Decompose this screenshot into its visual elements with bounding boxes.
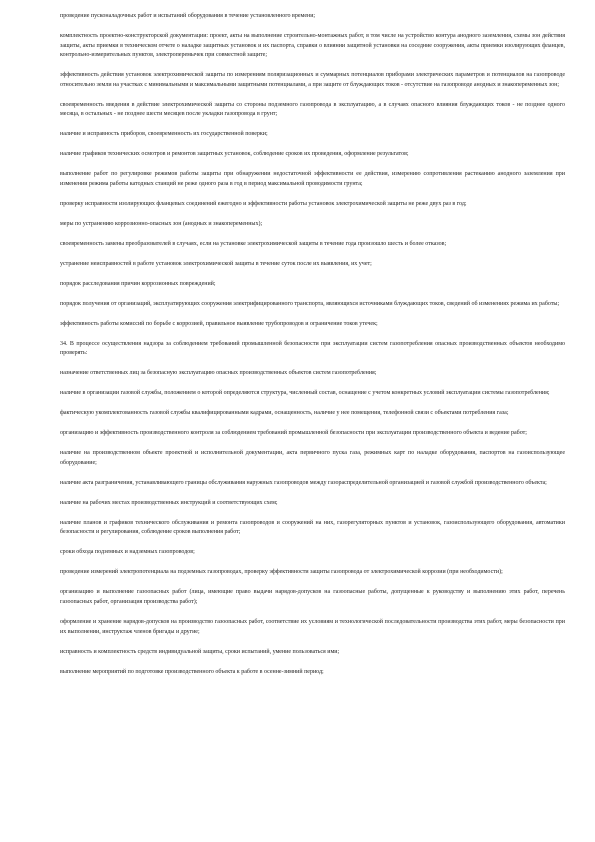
paragraph: устранение неисправностей в работе установок электрохимической защиты в течение суток после их выявления, их учет; (60, 260, 372, 267)
paragraph: проверку исправности изолирующих фланцевых соединений ежегодно и эффективности работы установок электрохимической защиты не реже двух раз в год; (60, 200, 467, 207)
paragraph: проведение пусконаладочных работ и испытаний оборудования в течение установленного времени; (60, 13, 316, 19)
paragraph: своевременность введения в действие электрохимической защиты со стороны подземного газопровода в эксплуатацию, а в случаях опасного влияния блуждающих токов - не позднее одного месяца, в остальных - не позднее шести месяцев после укладки газопровода в грунт; (60, 101, 565, 118)
paragraph: организацию и выполнение газоопасных работ (лица, имеющие право выдачи нарядов-допусков на газоопасные работы, допущенные к руководству и выполнению этих работ, перечень газоопасных работ, организация производства работ); (60, 589, 565, 605)
paragraph: комплектность проектно-конструкторской документации: проект, акты на выполнение строительно-монтажных работ, в том числе на устройство контура анодного заземления, схемы зон действия защиты, акты приемки в техническом отчете о наладке защитных установок и их паспорта, справки о влиянии защитной установки на соседние сооружения, акты приемки изолирующих фланцев, контрольно-измерительных пунктов, электроперемычек при совместной защите; (60, 32, 565, 59)
paragraph: наличие и исправность приборов, своевременность их государственной поверки; (60, 131, 268, 138)
section-heading-paragraph: 34. В процессе осуществления надзора за соблюдением требований промышленной безопасности при эксплуатации систем газопотребления опасных производственных объектов необходимо проверять: (60, 340, 565, 357)
paragraph: эффективность действия установок электрохимической защиты по измерениям поляризационных и суммарных потенциалов приборами электрических параметров и потенциалов на газопроводе относительно земли на участках с минимальными и максимальными защитными потенциалами, а при защите от блуждающих токов - отсутствие на газопроводе анодных и знакопеременных зон; (60, 72, 565, 88)
paragraph: выполнение работ по регулировке режимов работы защиты при обнаружении недостаточной эффективности ее действия, измерению сопротивления растеканию анодного заземления при изменении режима работы катодных станций не реже одного раза в год в период максимальной проводимости грунта; (60, 171, 565, 187)
paragraph: оформление и хранение нарядов-допусков на производство газоопасных работ, соответствие их условиям и технологической последовательности производства этих работ, меры безопасности при их выполнении, инструктаж членов бригады и другие; (60, 618, 565, 635)
paragraph: наличие графиков технических осмотров и ремонтов защитных установок, соблюдение сроков их проведения, оформление результатов; (60, 151, 409, 158)
paragraph: своевременность замены преобразователей в случаях, если на установке электрохимической защиты в течение года произошло шесть и более отказов; (60, 240, 447, 247)
paragraph: наличие на производственном объекте проектной и исполнительной документации, акта первичного пуска газа, режимных карт по наладке оборудования, паспортов на газоиспользующее оборудование; (60, 450, 565, 466)
paragraph: наличие планов и графиков технического обслуживания и ремонта газопроводов и сооружений на них, газорегуляторных пунктов и установок, газоиспользующего оборудования, автоматики безопасности и регулирования, соблюдение сроков выполнения работ; (60, 519, 565, 536)
paragraph: наличие акта разграничения, устанавливающего границы обслуживания наружных газопроводов между газораспределительной организацией и газовой службой производственного объекта; (60, 479, 547, 486)
paragraph: меры по устранению коррозионно-опасных зон (анодных и знакопеременных); (60, 220, 263, 227)
paragraph: выполнение мероприятий по подготовке производственного объекта к работе в осенне-зимний период; (60, 668, 324, 675)
paragraph: наличие в организации газовой службы, положением о которой определяются структура, численный состав, оснащение с учетом конкретных условий эксплуатации системы газопотребления; (60, 390, 550, 397)
paragraph: назначение ответственных лиц за безопасную эксплуатацию опасных производственных объектов систем газопотребления; (60, 370, 377, 377)
paragraph: фактическую укомплектованность газовой службы квалифицированными кадрами, оснащенность, наличие у нее помещения, телефонной связи с объектами потребления газа; (60, 410, 509, 417)
paragraph: сроки обхода подземных и надземных газопроводов; (60, 549, 195, 556)
paragraph: исправность и комплектность средств индивидуальной защиты, сроки испытаний, умение пользоваться ими; (60, 648, 340, 655)
paragraph: порядок получения от организаций, эксплуатирующих сооружения электрифицированного транспорта, являющихся источниками блуждающих токов, сведений об изменениях режима их работы; (60, 300, 560, 307)
paragraph: наличие на рабочих местах производственных инструкций и соответствующих схем; (60, 499, 278, 506)
paragraph: организацию и эффективность производственного контроля за соблюдением требований промышленной безопасности при эксплуатации производственного объекта и ведение работ; (60, 430, 527, 437)
paragraph: проведение измерений электропотенциала на подземных газопроводах, проверку эффективности защиты газопровода от электрохимической коррозии (при необходимости); (60, 569, 503, 576)
paragraph: порядок расследования причин коррозионных повреждений; (60, 280, 216, 287)
paragraph: эффективность работы комиссий по борьбе с коррозией, правильное выявление трубопроводов и ограничение токов утечек; (60, 320, 378, 327)
